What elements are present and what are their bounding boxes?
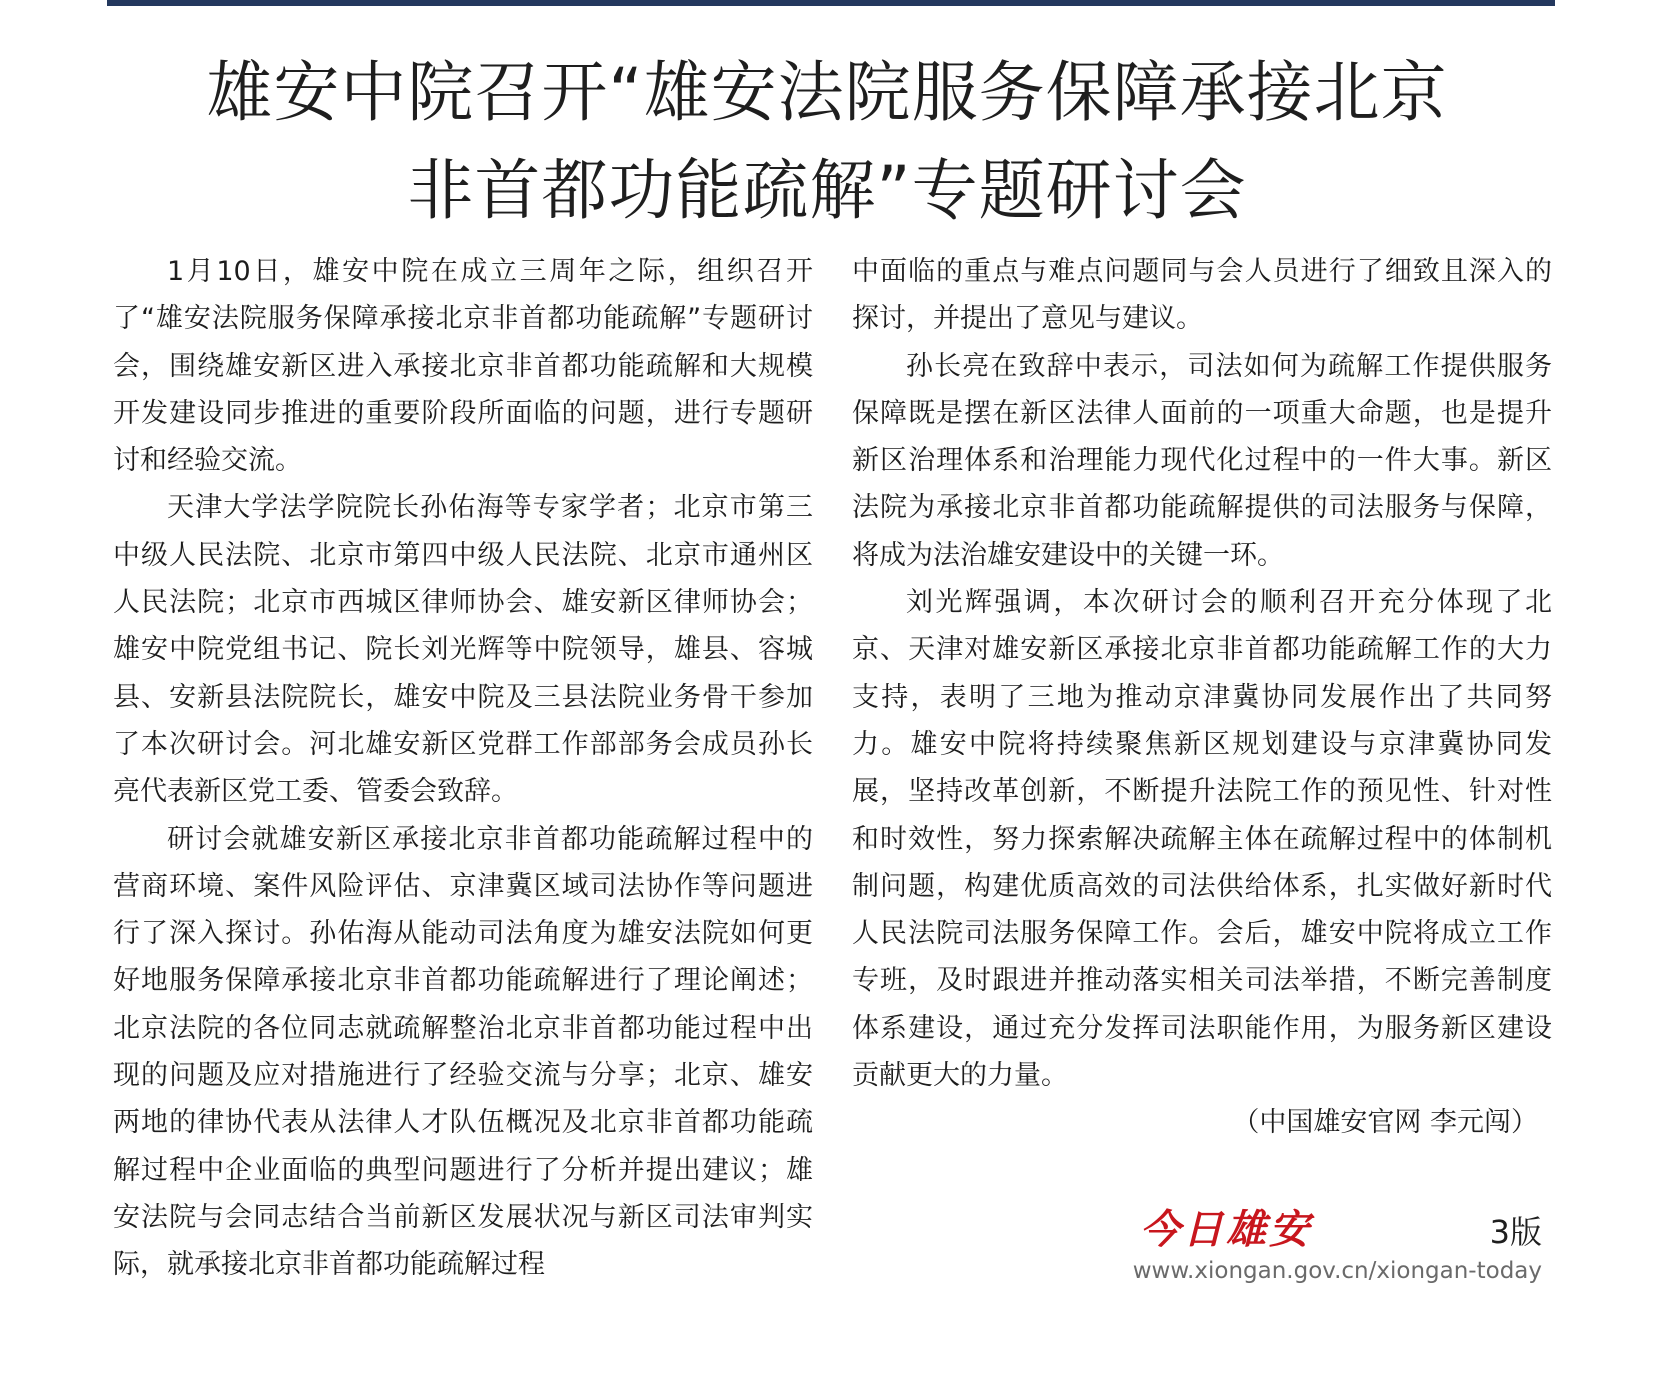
page-number: 3版	[1489, 1213, 1542, 1251]
site-url: www.xiongan.gov.cn/xiongan-today	[1132, 1258, 1542, 1284]
article-column-left	[113, 248, 813, 1289]
paragraph-2: 天津大学法学院院长孙佑海等专家学者；北京市第三中级人民法院、北京市第四中级人民法院、北京市通州区人民法院；北京市西城区律师协会、雄安新区律师协会；雄安中院党组书记、院长刘光辉等中院领导，雄县、容城县、安新县法院院长，雄安中院及三县法院业务骨干参加了本次研讨会。河北雄安新区党群工作部部务会成员孙长亮代表新区党工委、管委会致辞。	[113, 492, 813, 808]
headline-line-1: 雄安中院召开“雄安法院服务保障承接北京	[206, 54, 1448, 131]
article-headline	[60, 44, 1594, 240]
headline-line-2: 非首都功能疏解”专题研讨会	[407, 152, 1247, 229]
paragraph-5: 刘光辉强调，本次研讨会的顺利召开充分体现了北京、天津对雄安新区承接北京非首都功能疏解工作的大力支持，表明了三地为推动京津冀协同发展作出了共同努力。雄安中院将持续聚焦新区规划建设与京津冀协同发展，坚持改革创新，不断提升法院工作的预见性、针对性和时效性，努力探索解决疏解主体在疏解过程中的体制机制问题，构建优质高效的司法供给体系，扎实做好新时代人民法院司法服务保障工作。会后，雄安中院将成立工作专班，及时跟进并推动落实相关司法举措，不断完善制度体系建设，通过充分发挥司法职能作用，为服务新区建设贡献更大的力量。	[852, 587, 1552, 1092]
article-column-right	[852, 248, 1552, 1147]
article-byline: （中国雄安官网 李元闯）	[1232, 1107, 1538, 1139]
publication-logo: 今日雄安	[1140, 1206, 1312, 1253]
paragraph-3-continued: 中面临的重点与难点问题同与会人员进行了细致且深入的探讨，并提出了意见与建议。	[852, 256, 1552, 335]
top-accent-bar	[107, 0, 1555, 6]
paragraph-4: 孙长亮在致辞中表示，司法如何为疏解工作提供服务保障既是摆在新区法律人面前的一项重大命题，也是提升新区治理体系和治理能力现代化过程中的一件大事。新区法院为承接北京非首都功能疏解提供的司法服务与保障，将成为法治雄安建设中的关键一环。	[852, 350, 1552, 571]
paragraph-3: 研讨会就雄安新区承接北京非首都功能疏解过程中的营商环境、案件风险评估、京津冀区域司法协作等问题进行了深入探讨。孙佑海从能动司法角度为雄安法院如何更好地服务保障承接北京非首都功能疏解进行了理论阐述；北京法院的各位同志就疏解整治北京非首都功能过程中出现的问题及应对措施进行了经验交流与分享；北京、雄安两地的律协代表从法律人才队伍概况及北京非首都功能疏解过程中企业面临的典型问题进行了分析并提出建议；雄安法院与会同志结合当前新区发展状况与新区司法审判实际，就承接北京非首都功能疏解过程	[113, 823, 813, 1281]
paragraph-1: 1月10日，雄安中院在成立三周年之际，组织召开了“雄安法院服务保障承接北京非首都功能疏解”专题研讨会，围绕雄安新区进入承接北京非首都功能疏解和大规模开发建设同步推进的重要阶段所面临的问题，进行专题研讨和经验交流。	[113, 256, 813, 477]
